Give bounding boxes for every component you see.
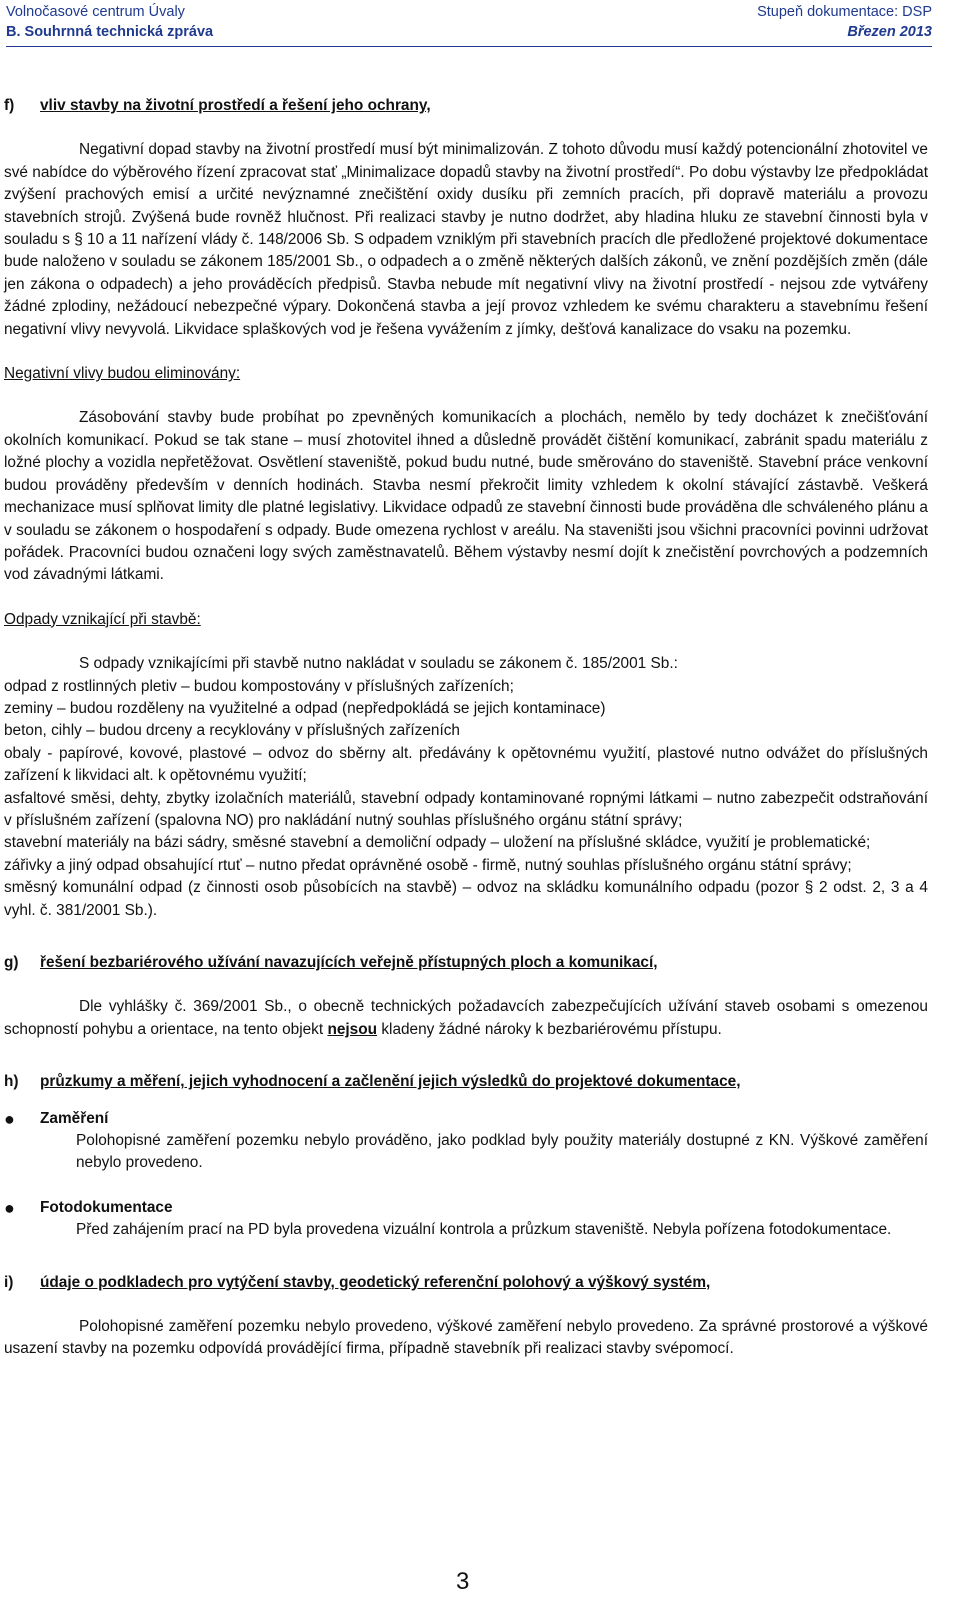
section-f-title: vliv stavby na životní prostředí a řešení jeho ochrany, bbox=[40, 97, 431, 114]
section-h-heading bbox=[4, 1071, 928, 1093]
section-h-title: průzkumy a měření, jejich vyhodnocení a začlenění jejich výsledků do projektové dokumentace, bbox=[40, 1073, 741, 1091]
project-name: Volnočasové centrum Úvaly bbox=[6, 4, 185, 20]
waste-item: zeminy – budou rozděleny na využitelné a odpad (nepředpokládá se jejich kontaminace) bbox=[4, 699, 606, 717]
bullet-icon: ● bbox=[4, 1197, 15, 1218]
section-g-emphasis: nejsou bbox=[327, 1020, 378, 1038]
section-f-label: f) bbox=[4, 97, 15, 114]
bullet-item bbox=[4, 1197, 928, 1219]
section-h-label: h) bbox=[4, 1073, 19, 1091]
bullet-title: Fotodokumentace bbox=[40, 1198, 173, 1216]
section-g-label: g) bbox=[4, 954, 19, 971]
waste-item: stavební materiály na bázi sádry, směsné stavební a demoliční odpady – uložení na příslušné skládce, využití je problematické; bbox=[4, 834, 871, 852]
section-f-paragraph-1: Negativní dopad stavby na životní prostředí musí být minimalizován. Z tohoto důvodu musí každý potencionální zhotovitel ve své nabídce do výběrového řízení zpracovat stať „Minimalizace dopadů stavby na životní prostředí“. Po dobu výstavby lze předpokládat zvýšení prachových emisí a určité nevýznamné znečištění oxidy dusíku při zemních pracích, při dopravě materiálu a provozu stavebních strojů. Zvýšená bude rovněž hlučnost. Při realizaci stavby je nutno dodržet, aby hladina hluku ze stavební činnosti byla v souladu s § 10 a 11 nařízení vlády č. 148/2006 Sb. S odpadem vzniklým při stavebních pracích dle předložené projektové dokumentace bude naloženo v souladu se zákonem 185/2001 Sb., o odpadech a o změně některých dalších zákonů, ve znění pozdějších změn (dále jen zákona o odpadech) a jeho prováděcích předpisů. Stavba nebude mít negativní vlivy na životní prostředí - nejsou zde vytvářeny žádné zplodiny, nežádoucí nebezpečné výpary. Dokončená stavba a její provoz vzhledem ke svému charakteru a stavebnímu řešení negativní vlivy nevyvolá. Likvidace splaškových vod je řešena vyvážením z jímky, dešťová kanalizace do vsaku na pozemku. bbox=[4, 141, 928, 338]
waste-item: směsný komunální odpad (z činnosti osob působících na stavbě) – odvoz na skládku komunálního odpadu (pozor § 2 odst. 2, 3 a 4 vyhl. č. 381/2001 Sb.). bbox=[4, 879, 928, 919]
section-g-paragraph bbox=[4, 996, 928, 1041]
document-body bbox=[4, 95, 928, 1361]
documentation-stage: Stupeň dokumentace: DSP bbox=[757, 4, 932, 20]
waste-item: asfaltové směsi, dehty, zbytky izolačních materiálů, stavební odpady kontaminované ropnými látkami – nutno zabezpečit odstraňování v příslušném zařízení (spalovna NO) pro nakládání nutný souhlas příslušného orgánu státní správy; bbox=[4, 789, 928, 829]
waste-item: obaly - papírové, kovové, plastové – odvoz do sběrny alt. předávány k opětovnému využití, plastové nutno odvážet do příslušných zařízení k likvidaci alt. k opětovnému využití; bbox=[4, 744, 928, 785]
section-i-heading bbox=[4, 1272, 928, 1294]
section-i-label: i) bbox=[4, 1273, 14, 1291]
bullet-item bbox=[4, 1108, 928, 1130]
page-number: 3 bbox=[456, 1568, 470, 1595]
waste-intro: S odpady vznikajícími při stavbě nutno nakládat v souladu se zákonem č. 185/2001 Sb.: bbox=[79, 655, 678, 673]
section-g-heading bbox=[4, 952, 928, 974]
document-section: B. Souhrnná technická zpráva bbox=[6, 24, 214, 40]
section-f-subheading-2: Odpady vznikající při stavbě: bbox=[4, 610, 201, 628]
page-header-top bbox=[6, 3, 932, 21]
section-g-text-before: Dle vyhlášky č. 369/2001 Sb., o obecně technických požadavcích zabezpečujících užívání staveb osobami s omezenou schopností pohybu a orientace, na tento objekt bbox=[4, 998, 928, 1038]
section-g-title: řešení bezbariérového užívání navazujících veřejně přístupných ploch a komunikací, bbox=[40, 954, 658, 971]
waste-item: beton, cihly – budou drceny a recyklovány v příslušných zařízeních bbox=[4, 722, 460, 740]
section-f-heading bbox=[4, 95, 928, 117]
header-divider bbox=[6, 46, 932, 47]
section-g-text-after: kladeny žádné nároky k bezbariérovému přístupu. bbox=[377, 1020, 722, 1038]
section-f-subheading-1: Negativní vlivy budou eliminovány: bbox=[4, 365, 241, 383]
bullet-text: Polohopisné zaměření pozemku nebylo prováděno, jako podklad byly použity materiály dostupné z KN. Výškové zaměření nebylo provedeno. bbox=[76, 1132, 928, 1172]
section-i-title: údaje o podkladech pro vytýčení stavby, geodetický referenční polohový a výškový systém, bbox=[40, 1273, 711, 1291]
bullet-title: Zaměření bbox=[40, 1109, 109, 1127]
document-date: Březen 2013 bbox=[847, 24, 932, 40]
section-i-paragraph: Polohopisné zaměření pozemku nebylo provedeno, výškové zaměření nebylo provedeno. Za správné prostorové a výškové usazení stavby na pozemku odpovídá provádějící firma, případně stavebník při realizaci stavby svépomocí. bbox=[4, 1318, 928, 1358]
bullet-icon: ● bbox=[4, 1108, 15, 1129]
waste-item: odpad z rostlinných pletiv – budou kompostovány v příslušných zařízeních; bbox=[4, 677, 514, 695]
page-header-bottom bbox=[6, 23, 932, 41]
waste-item: zářivky a jiný odpad obsahující rtuť – nutno předat oprávněné osobě - firmě, nutný souhlas příslušného orgánu státní správy; bbox=[4, 856, 852, 874]
bullet-text: Před zahájením prací na PD byla provedena vizuální kontrola a průzkum staveniště. Nebyla pořízena fotodokumentace. bbox=[76, 1221, 892, 1239]
section-f-paragraph-2: Zásobování stavby bude probíhat po zpevněných komunikacích a plochách, nemělo by tedy docházet k znečišťování okolních komunikací. Pokud se tak stane – musí zhotovitel ihned a důsledně provádět čištění komunikací, zabránit spadu materiálu z ložné plochy a vozidla nepřetěžovat. Osvětlení staveniště, pokud budu nutné, bude směrováno do staveniště. Stavební práce venkovní budou prováděny především v denních hodinách. Stavba nesmí překročit limity vzhledem k okolní stávající zástavbě. Veškerá mechanizace musí splňovat limity dle platné legislativy. Likvidace odpadů ze stavební činnosti bude prováděna dle schváleného plánu a v souladu se zákonem o hospodaření s odpady. Bude omezena rychlost v areálu. Na staveništi jsou všichni pracovníci povinni udržovat pořádek. Pracovníci budou označeni logy svých zaměstnavatelů. Během výstavby nesmí dojít k znečistění povrchových a podzemních vod závadnými látkami. bbox=[4, 409, 928, 584]
